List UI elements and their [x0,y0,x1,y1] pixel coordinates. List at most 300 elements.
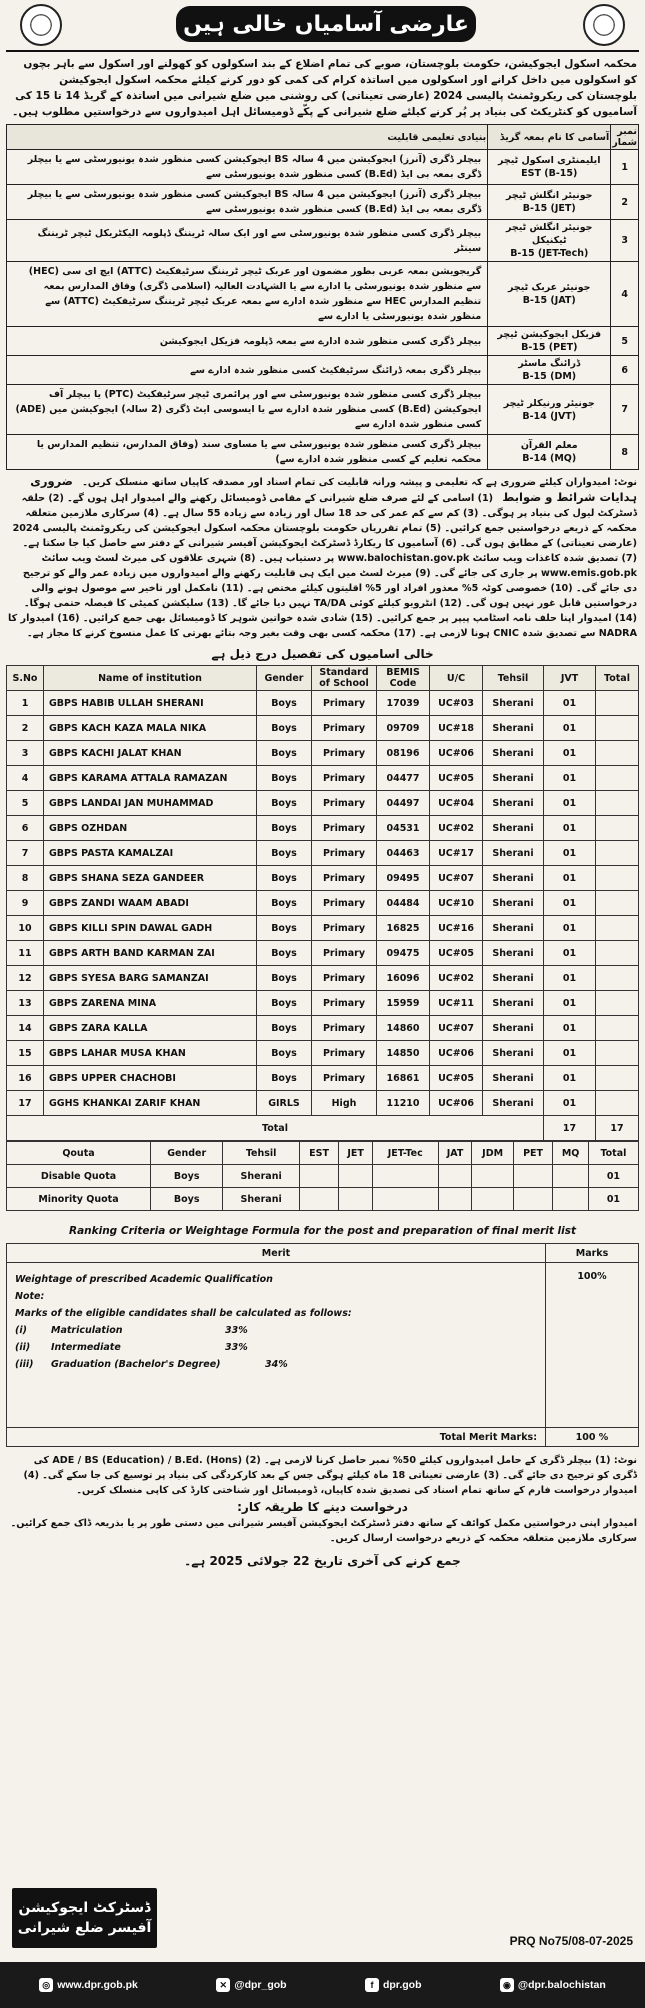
quota-cell [372,1165,438,1188]
instructions-title: ضروری ہدایات شرائط و ضوابط [30,474,637,504]
row-gender: Boys [257,966,312,991]
post-code: (PET) B-15 [521,342,578,353]
quota-cell [438,1165,472,1188]
footer-twitter[interactable] [216,1978,286,1992]
row-total [596,716,639,741]
post-code: (JET) B-15 [522,203,576,214]
post-number: 1 [611,150,639,185]
row-standard: Primary [312,791,377,816]
header-standard: Standard of School [312,666,377,691]
quota-cell: 01 [588,1188,638,1211]
post-code: (JET-Tech) B-15 [510,248,589,259]
row-bemis: 15959 [377,991,430,1016]
row-uc: UC#07 [430,866,483,891]
row-uc: UC#05 [430,941,483,966]
quota-cell: Disable Quota [7,1165,151,1188]
quota-header: Total [588,1142,638,1165]
row-sno: 15 [7,1041,44,1066]
post-name [488,327,611,356]
institution-name: GBPS ZARENA MINA [44,991,257,1016]
quota-cell [513,1165,553,1188]
row-standard: High [312,1091,377,1116]
row-uc: UC#18 [430,716,483,741]
post-qualification: بیچلر ڈگری (آنرز) ایجوکیشن میں 4 سالہ BS ایجوکیشن کسی منظور شدہ یونیورسٹی سے یا بیچلر ڈگری بمعہ بی ایڈ (B.Ed) کسی منظور شدہ یونیورسٹی سے [7,150,488,185]
row-standard: Primary [312,691,377,716]
facebook-text: dpr.gob [382,1979,422,1991]
quota-header: JET-Tec [372,1142,438,1165]
merit-total-label: Total Merit Marks: [7,1428,546,1447]
header-gender: Gender [257,666,312,691]
row-jvt: 01 [544,941,596,966]
quota-header: MQ [553,1142,588,1165]
institution-name: GBPS SHANA SEZA GANDEER [44,866,257,891]
institution-name: GBPS PASTA KAMALZAI [44,841,257,866]
row-total [596,866,639,891]
row-jvt: 01 [544,1066,596,1091]
row-uc: UC#11 [430,991,483,1016]
header-tehsil: Tehsil [483,666,544,691]
row-bemis: 04484 [377,891,430,916]
row-gender: Boys [257,791,312,816]
how-to-apply-body: امیدوار اپنی درخواستیں مکمل کوائف کے ساتھ دفتر ڈسٹرکٹ ایجوکیشن آفیسر شیرانی میں دستی طور پر یا بذریعہ ڈاک جمع کرائیں۔ سرکاری ملازمین متعلقہ محکمہ کے ذریعے درخواست ارسال کریں۔ [10,1518,637,1544]
institution-row [7,841,639,866]
row-sno: 14 [7,1016,44,1041]
post-qualification: بیچلر ڈگری کسی منظور شدہ یونیورسٹی سے اور ایک سالہ ٹریننگ ڈپلومہ الیکٹریکل ٹیچر ٹریننگ سینٹر [7,220,488,262]
row-total [596,766,639,791]
row-uc: UC#05 [430,766,483,791]
post-qualification: بیچلر ڈگری بمعہ ڈرائنگ سرٹیفکیٹ کسی منظور شدہ ادارے سے [7,356,488,385]
institution-name: GBPS UPPER CHACHOBI [44,1066,257,1091]
merit-item-value: 34% [265,1359,288,1370]
row-uc: UC#04 [430,791,483,816]
row-bemis: 08196 [377,741,430,766]
row-jvt: 01 [544,691,596,716]
row-tehsil: Sherani [483,841,544,866]
row-bemis: 16861 [377,1066,430,1091]
post-qualification: بیچلر ڈگری کسی منظور شدہ یونیورسٹی سے اور پرائمری ٹیچر سرٹیفکیٹ (PTC) یا بیچلر آف ایجوکیشن (B.Ed) کسی منظور شدہ ادارے سے یا ایسوسی ایٹ ڈگری (2 سالہ) ایجوکیشن میں (ADE) کسی منظور شدہ ادارے سے [7,385,488,435]
post-number: 8 [611,435,639,470]
post-number: 6 [611,356,639,385]
merit-item-num: (i) [15,1325,27,1336]
row-jvt: 01 [544,916,596,941]
row-bemis: 14860 [377,1016,430,1041]
merit-table [6,1243,639,1447]
how-to-apply-title: درخواست دینے کا طریقہ کار: [237,1500,408,1514]
row-tehsil: Sherani [483,716,544,741]
row-tehsil: Sherani [483,1016,544,1041]
last-date: جمع کرنے کی آخری تاریخ 22 جولائی 2025 ہے۔ [184,1554,461,1568]
weightage-label: Weightage of prescribed Academic Qualification [15,1274,273,1285]
institution-name: GBPS KACH KAZA MALA NIKA [44,716,257,741]
row-gender: Boys [257,766,312,791]
row-jvt: 01 [544,1091,596,1116]
quota-cell [299,1188,338,1211]
quota-cell: 01 [588,1165,638,1188]
institution-row [7,1041,639,1066]
x-icon: ✕ [216,1978,230,1992]
merit-item-value: 33% [225,1325,248,1336]
post-name [488,220,611,262]
post-title: جونیئر ورنیکلر ٹیچر [503,397,595,409]
row-gender: Boys [257,1041,312,1066]
merit-item [15,1322,537,1339]
post-name [488,185,611,220]
row-gender: Boys [257,841,312,866]
row-uc: UC#02 [430,816,483,841]
row-uc: UC#06 [430,1041,483,1066]
row-standard: Primary [312,966,377,991]
post-code: (JAT) B-15 [522,295,576,306]
officer-signature-block [12,1888,157,1948]
row-gender: Boys [257,716,312,741]
row-jvt: 01 [544,1016,596,1041]
quota-header: PET [513,1142,553,1165]
post-title: ڈرائنگ ماسٹر [518,358,581,369]
post-number: 4 [611,262,639,327]
row-sno: 5 [7,791,44,816]
total-sum: 17 [596,1116,639,1141]
merit-item-name: Intermediate [51,1342,121,1353]
institution-name: GBPS ZANDI WAAM ABADI [44,891,257,916]
quota-cell [299,1165,338,1188]
quota-cell: Sherani [223,1165,299,1188]
footer-facebook[interactable] [365,1978,422,1992]
post-title: معلم القرآن [520,440,578,451]
government-seal-right [583,4,625,46]
institutions-title: خالی اسامیوں کی تفصیل درج ذیل ہے [211,647,434,661]
quota-cell: Sherani [223,1188,299,1211]
row-total [596,916,639,941]
row-gender: Boys [257,866,312,891]
post-qualification: بیچلر ڈگری (آنرز) ایجوکیشن میں 4 سالہ BS ایجوکیشن کسی منظور شدہ یونیورسٹی سے یا بیچلر ڈگری بمعہ بی ایڈ (B.Ed) کسی منظور شدہ یونیورسٹی سے [7,185,488,220]
institution-name: GBPS KARAMA ATTALA RAMAZAN [44,766,257,791]
quota-cell [472,1165,513,1188]
instagram-icon: ◉ [500,1978,514,1992]
row-standard: Primary [312,941,377,966]
row-gender: Boys [257,691,312,716]
institution-row [7,741,639,766]
header-sno: S.No [7,666,44,691]
merit-item-name: Graduation (Bachelor's Degree) [51,1359,221,1370]
institution-row [7,766,639,791]
government-seal-left [20,4,62,46]
institution-name: GGHS KHANKAI ZARIF KHAN [44,1091,257,1116]
quota-cell [553,1188,588,1211]
quota-table [6,1141,639,1211]
row-jvt: 01 [544,716,596,741]
institution-row [7,691,639,716]
facebook-icon: f [365,1978,379,1992]
row-jvt: 01 [544,1041,596,1066]
row-tehsil: Sherani [483,966,544,991]
row-bemis: 04463 [377,841,430,866]
row-sno: 10 [7,916,44,941]
row-bemis: 09495 [377,866,430,891]
row-uc: UC#02 [430,966,483,991]
institution-row [7,716,639,741]
post-code: EST (B-15) [521,168,578,179]
merit-item-num: (iii) [15,1359,34,1370]
row-tehsil: Sherani [483,741,544,766]
footer-instagram[interactable] [500,1978,606,1992]
row-bemis: 04531 [377,816,430,841]
post-number: 2 [611,185,639,220]
website-text: www.dpr.gob.pk [57,1979,138,1991]
institution-row [7,1091,639,1116]
row-jvt: 01 [544,991,596,1016]
row-total [596,791,639,816]
row-standard: Primary [312,716,377,741]
post-qualification: بیچلر ڈگری کسی منظور شدہ ادارے سے بمعہ ڈپلومہ فزیکل ایجوکیشن [7,327,488,356]
row-sno: 6 [7,816,44,841]
row-tehsil: Sherani [483,791,544,816]
row-uc: UC#05 [430,1066,483,1091]
quota-cell [372,1188,438,1211]
post-name [488,435,611,470]
header-total: Total [596,666,639,691]
row-standard: Primary [312,891,377,916]
row-jvt: 01 [544,966,596,991]
post-number: 5 [611,327,639,356]
quota-cell: Boys [150,1165,222,1188]
row-tehsil: Sherani [483,1091,544,1116]
quota-header: JAT [438,1142,472,1165]
row-uc: UC#17 [430,841,483,866]
ad-title-banner: عارضی آسامیاں خالی ہیں [176,6,476,42]
row-standard: Primary [312,841,377,866]
row-tehsil: Sherani [483,991,544,1016]
row-standard: Primary [312,866,377,891]
post-row [7,150,639,185]
row-gender: Boys [257,991,312,1016]
institution-name: GBPS SYESA BARG SAMANZAI [44,966,257,991]
institutions-table [6,665,639,1141]
row-jvt: 01 [544,841,596,866]
footer-bar [0,1962,645,2008]
merit-item-value: 33% [225,1342,248,1353]
intro-paragraph: محکمہ اسکول ایجوکیشن، حکومت بلوچستان، صوبے کی تمام اضلاع کے بند اسکولوں کو کھولنے اور اسکول سے باہر بچوں کو اسکولوں میں داخل کرانے اور اسکولوں میں اساتذہ کرام کی کمی کو دور کرنے کیلئے محکمہ اسکول ایجوکیشن بلوچستان کی ریکروٹمنٹ پالیسی 2024 (عارضی تعیناتی) کی روشنی میں ضلع شیرانی میں اساتذہ کے گریڈ 14 تا 15 کی آسامیوں کو کنٹریکٹ کی بنیاد پر پُر کرنے کیلئے ضلع شیرانی کے پکّے ڈومیسائل اہل امیدواروں سے درخواستیں مطلوب ہیں۔ [12,58,637,118]
row-standard: Primary [312,816,377,841]
post-qualification: بیچلر ڈگری کسی منظور شدہ یونیورسٹی سے یا مساوی سند (وفاق المدارس، تنظیم المدارس یا محکمہ تعلیم کے کسی منظور شدہ ادارے سے) [7,435,488,470]
institutions-body [7,691,639,1116]
row-sno: 17 [7,1091,44,1116]
post-row [7,385,639,435]
post-title: جونیئر انگلش ٹیچر [505,190,593,201]
row-sno: 3 [7,741,44,766]
row-sno: 1 [7,691,44,716]
post-row [7,435,639,470]
post-name [488,385,611,435]
institution-name: GBPS LANDAI JAN MUHAMMAD [44,791,257,816]
row-bemis: 16825 [377,916,430,941]
merit-total-row [7,1428,639,1447]
row-sno: 16 [7,1066,44,1091]
ad-header [6,0,639,52]
header-jvt: JVT [544,666,596,691]
quota-cell [553,1165,588,1188]
marks-calc-label: Marks of the eligible candidates shall be calculated as follows: [15,1308,352,1319]
row-gender: Boys [257,916,312,941]
row-total [596,891,639,916]
instructions-note-lead: نوٹ: امیدواران کیلئے ضروری ہے کہ تعلیمی و پیشہ ورانہ قابلیت کی تمام اسناد اور مصدقہ کاپیاں ساتھ منسلک کریں۔ [82,477,637,488]
institution-row [7,941,639,966]
quota-cell: Boys [150,1188,222,1211]
row-tehsil: Sherani [483,866,544,891]
institution-name: GBPS KACHI JALAT KHAN [44,741,257,766]
institution-row [7,791,639,816]
post-title: جونیئر انگلش ٹیچر ٹیکنیکل [505,222,593,246]
row-total [596,1041,639,1066]
row-tehsil: Sherani [483,1066,544,1091]
row-jvt: 01 [544,766,596,791]
institution-name: GBPS KILLI SPIN DAWAL GADH [44,916,257,941]
row-total [596,841,639,866]
row-total [596,1016,639,1041]
institution-row [7,916,639,941]
footer-website[interactable] [39,1978,138,1992]
post-title: فزیکل ایجوکیشن ٹیچر [497,329,602,340]
row-standard: Primary [312,766,377,791]
ranking-title: Ranking Criteria or Weightage Formula for the post and preparation of final merit list [68,1225,576,1237]
post-row [7,185,639,220]
institution-name: GBPS ZARA KALLA [44,1016,257,1041]
header-uc: U/C [430,666,483,691]
quota-row [7,1165,639,1188]
header-bemis: BEMIS Code [377,666,430,691]
institution-row [7,991,639,1016]
merit-body-row [7,1263,639,1428]
merit-header-row [7,1244,639,1263]
row-bemis: 16096 [377,966,430,991]
institution-row [7,966,639,991]
row-sno: 13 [7,991,44,1016]
post-row [7,220,639,262]
post-name [488,356,611,385]
merit-total-value: 100 % [546,1428,639,1447]
post-name [488,150,611,185]
instructions-section [8,474,637,641]
row-gender: GIRLS [257,1091,312,1116]
row-standard: Primary [312,1041,377,1066]
quota-header: Gender [150,1142,222,1165]
row-standard: Primary [312,1066,377,1091]
institution-row [7,891,639,916]
row-bemis: 09709 [377,716,430,741]
quota-cell [339,1188,373,1211]
quota-header: JET [339,1142,373,1165]
institution-row [7,1066,639,1091]
row-total [596,816,639,841]
row-total [596,741,639,766]
post-code: (JVT) B-14 [522,410,577,422]
total-jvt: 17 [544,1116,596,1141]
post-code: (MQ) B-14 [522,453,577,464]
row-sno: 7 [7,841,44,866]
prq-number: PRQ No75/08-07-2025 [509,1934,633,1948]
post-qualification: گریجویشن بمعہ عربی بطور مضمون اور عربک ٹیچر ٹریننگ سرٹیفکیٹ (ATTC) ایچ ای سی (HEC) سے منظور شدہ یونیورسٹی یا ادارے سے یا الشہادت العالیہ (اسلامی ڈگری) وفاق المدارس بمعہ تنظیم المدارس HEC سے منظور شدہ ادارے سے بمعہ عربک ٹیچر ٹریننگ سرٹیفکیٹ (ATTC) سے منظور شدہ یونیورسٹی یا ادارے سے [7,262,488,327]
quota-body [7,1165,639,1211]
row-gender: Boys [257,941,312,966]
row-jvt: 01 [544,891,596,916]
row-total [596,1066,639,1091]
row-uc: UC#06 [430,1091,483,1116]
row-bemis: 09475 [377,941,430,966]
row-gender: Boys [257,1066,312,1091]
row-sno: 2 [7,716,44,741]
merit-item-name: Matriculation [51,1325,123,1336]
row-jvt: 01 [544,866,596,891]
quota-header: Tehsil [223,1142,299,1165]
institutions-header-row [7,666,639,691]
row-uc: UC#16 [430,916,483,941]
instructions-body: (1) اسامی کے لئے صرف ضلع شیرانی کے مقامی ڈومیسائل رکھنے والے امیدوار اہل ہوں گے۔ (2) حلقہ ڈسٹرکٹ لیول کی بنیاد پر ہوگی۔ (3) کم سے کم عمر کی حد 18 سال اور زیادہ سے زیادہ 55 سال ہے۔ (4) سرکاری ملازمین متعلقہ محکمہ کے ذریعے درخواستیں جمع کرائیں۔ (5) تمام تقرریاں حکومت بلوچستان محکمہ اسکول ایجوکیشن کی ریکروٹمنٹ پالیسی 2024 (عارضی تعیناتی) کے مطابق ہوں گی۔ (6) آسامیوں کا ریکارڈ ڈسٹرکٹ ایجوکیشن آفیسر شیرانی کے دفتر سے حاصل کیا جا سکتا ہے۔ (7) تصدیق شدہ کاغذات ویب سائٹ www.balochistan.gov.pk پر دستیاب ہیں۔ (8) شہری علاقوں کی میرٹ لسٹ ویب سائٹ www.emis.gob.pk پر جاری کی جائے گی۔ (9) میرٹ لسٹ میں ایک ہی قابلیت رکھنے والے امیدواروں میں زیادہ عمر والے کو ترجیح دی جائے گی۔ (10) خصوصی کوٹہ 5% معذور افراد اور 5% اقلیتوں کیلئے مختص ہے۔ (11) نامکمل اور تاخیر سے موصول ہونے والی درخواستیں قابل غور نہیں ہوں گی۔ (12) انٹرویو کیلئے کوئی TA/DA نہیں دیا جائے گا۔ (13) سلیکشن کمیٹی کا فیصلہ حتمی ہوگا۔ (14) امیدوار اپنا حلف نامہ اسٹامپ پیپر پر جمع کرائیں۔ (15) شادی شدہ خواتین شوہر کا ڈومیسائل بھی جمع کرائیں۔ (16) امیدوار کا NADRA سے تصدیق شدہ CNIC ہونا لازمی ہے۔ (17) محکمہ کسی بھی وقت بغیر وجہ بتائے بھرتی کا عمل منسوخ کرنے کا مجاز ہے۔ [8,493,637,639]
row-total [596,691,639,716]
row-bemis: 04497 [377,791,430,816]
row-bemis: 17039 [377,691,430,716]
quota-cell [339,1165,373,1188]
row-gender: Boys [257,741,312,766]
post-row [7,262,639,327]
merit-item [15,1339,537,1356]
row-uc: UC#10 [430,891,483,916]
row-jvt: 01 [544,816,596,841]
quota-header: EST [299,1142,338,1165]
header-serial: نمبر شمار [612,126,637,148]
row-gender: Boys [257,816,312,841]
institution-row [7,1016,639,1041]
merit-item-num: (ii) [15,1342,31,1353]
twitter-text: @dpr_gob [234,1979,287,1991]
institution-name: GBPS OZHDAN [44,816,257,841]
globe-icon: ◎ [39,1978,53,1992]
institution-name: GBPS LAHAR MUSA KHAN [44,1041,257,1066]
row-sno: 9 [7,891,44,916]
row-uc: UC#03 [430,691,483,716]
row-standard: Primary [312,991,377,1016]
post-row [7,356,639,385]
row-bemis: 11210 [377,1091,430,1116]
quota-row [7,1188,639,1211]
row-total [596,991,639,1016]
post-code: (DM) B-15 [522,371,577,382]
quota-cell [513,1188,553,1211]
row-standard: Primary [312,916,377,941]
header-post: آسامی کا نام بمعہ گریڈ [488,125,611,150]
row-bemis: 04477 [377,766,430,791]
quota-cell [472,1188,513,1211]
total-label: Total [7,1116,544,1141]
row-tehsil: Sherani [483,691,544,716]
row-bemis: 14850 [377,1041,430,1066]
posts-table [6,124,639,470]
institution-row [7,816,639,841]
row-gender: Boys [257,1016,312,1041]
institution-name: GBPS ARTH BAND KARMAN ZAI [44,941,257,966]
posts-header-row [7,125,639,150]
row-uc: UC#07 [430,1016,483,1041]
quota-header: JDM [472,1142,513,1165]
row-standard: Primary [312,741,377,766]
quota-header: Qouta [7,1142,151,1165]
row-jvt: 01 [544,791,596,816]
row-tehsil: Sherani [483,941,544,966]
note-label: Note: [15,1291,45,1302]
row-total [596,941,639,966]
officer-title-line2: آفیسر ضلع شیرانی [17,1920,152,1936]
row-sno: 8 [7,866,44,891]
institutions-total-row [7,1116,639,1141]
post-title: ایلیمنٹری اسکول ٹیچر [498,155,601,166]
